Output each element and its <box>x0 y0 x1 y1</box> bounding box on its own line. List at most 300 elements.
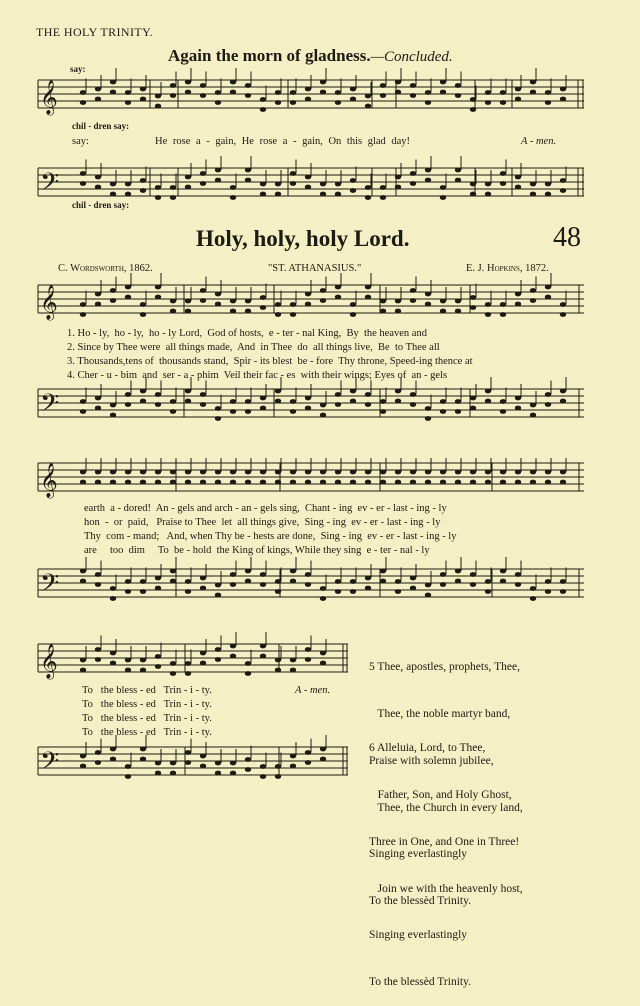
note-head <box>395 579 401 584</box>
note-head <box>380 83 386 88</box>
note-head <box>500 399 506 404</box>
system3-verse2: To the bless - ed Trin - i - ty. <box>82 699 212 710</box>
note-head <box>335 295 341 300</box>
note-head <box>305 406 311 411</box>
note-head <box>320 747 326 752</box>
note-head <box>530 80 536 85</box>
note-head <box>110 470 116 475</box>
hymn-number: 48 <box>553 222 581 253</box>
note-head <box>110 586 116 591</box>
note-head <box>125 764 131 769</box>
note-head <box>515 292 521 297</box>
note-head <box>155 480 161 485</box>
hymn-author: C. Wordsworth, 1862. <box>58 263 153 274</box>
note-head <box>545 285 551 290</box>
note-head <box>470 470 476 475</box>
note-head <box>410 392 416 397</box>
note-head <box>350 589 356 594</box>
note-head <box>185 589 191 594</box>
note-head <box>260 396 266 401</box>
note-head <box>170 309 176 314</box>
note-head <box>170 771 176 776</box>
note-head <box>515 470 521 475</box>
note-head <box>560 579 566 584</box>
note-head <box>425 416 431 421</box>
note-head <box>440 399 446 404</box>
note-head <box>140 87 146 92</box>
note-head <box>335 402 341 407</box>
note-head <box>335 100 341 105</box>
note-head <box>80 409 86 414</box>
hymn-title: Holy, holy, holy Lord. <box>196 226 410 251</box>
note-head <box>545 192 551 197</box>
note-head <box>425 406 431 411</box>
note-head <box>305 97 311 102</box>
system1-verse1: 1. Ho - ly, ho - ly, ho - ly Lord, God of hosts, e - ter - nal King, By the heaven and <box>67 328 427 339</box>
prev-amen: A - men. <box>521 136 557 147</box>
note-head <box>380 399 386 404</box>
note-head <box>560 302 566 307</box>
note-head <box>185 175 191 180</box>
note-head <box>365 94 371 99</box>
note-head <box>545 480 551 485</box>
note-head <box>530 470 536 475</box>
note-head <box>485 470 491 475</box>
note-head <box>350 470 356 475</box>
note-head <box>170 480 176 485</box>
note-head <box>425 292 431 297</box>
note-head <box>155 295 161 300</box>
note-head <box>110 90 116 95</box>
note-head <box>185 399 191 404</box>
note-head <box>395 80 401 85</box>
note-head <box>410 402 416 407</box>
note-head <box>95 175 101 180</box>
note-head <box>95 185 101 190</box>
note-head <box>500 470 506 475</box>
note-head <box>95 647 101 652</box>
note-head <box>110 651 116 656</box>
note-head <box>140 747 146 752</box>
note-head <box>200 402 206 407</box>
note-head <box>455 178 461 183</box>
note-head <box>365 185 371 190</box>
note-head <box>140 178 146 183</box>
note-head <box>365 104 371 109</box>
note-head <box>500 409 506 414</box>
note-head <box>290 312 296 317</box>
note-head <box>170 399 176 404</box>
note-head <box>125 579 131 584</box>
note-head <box>185 80 191 85</box>
note-head <box>350 178 356 183</box>
note-head <box>515 185 521 190</box>
note-head <box>140 480 146 485</box>
note-head <box>95 480 101 485</box>
note-head <box>515 302 521 307</box>
note-head <box>215 406 221 411</box>
note-head <box>170 299 176 304</box>
note-head <box>245 470 251 475</box>
note-head <box>305 657 311 662</box>
note-head <box>320 596 326 601</box>
note-head <box>560 188 566 193</box>
note-head <box>125 480 131 485</box>
note-head <box>245 757 251 762</box>
note-head <box>350 87 356 92</box>
note-head <box>455 299 461 304</box>
note-head <box>485 399 491 404</box>
note-head <box>125 285 131 290</box>
note-head <box>185 750 191 755</box>
note-head <box>80 100 86 105</box>
note-head <box>80 399 86 404</box>
note-head <box>230 309 236 314</box>
note-head <box>485 90 491 95</box>
note-head <box>200 764 206 769</box>
note-head <box>530 182 536 187</box>
note-head <box>290 399 296 404</box>
note-head <box>425 90 431 95</box>
note-head <box>125 658 131 663</box>
note-head <box>425 583 431 588</box>
note-head <box>140 757 146 762</box>
note-head <box>440 470 446 475</box>
note-head <box>125 295 131 300</box>
note-head <box>200 93 206 98</box>
note-head <box>200 181 206 186</box>
note-head <box>230 299 236 304</box>
note-head <box>215 168 221 173</box>
note-head <box>260 192 266 197</box>
note-head <box>440 572 446 577</box>
note-head <box>365 402 371 407</box>
amen-label: A - men. <box>295 685 331 696</box>
note-head <box>200 754 206 759</box>
note-head <box>560 87 566 92</box>
note-head <box>215 761 221 766</box>
note-head <box>215 292 221 297</box>
note-head <box>320 288 326 293</box>
note-head <box>260 182 266 187</box>
note-head <box>410 288 416 293</box>
note-head <box>380 480 386 485</box>
note-head <box>290 668 296 673</box>
note-head <box>350 97 356 102</box>
note-head <box>515 480 521 485</box>
note-head <box>425 100 431 105</box>
note-head <box>380 299 386 304</box>
note-head <box>125 192 131 197</box>
note-head <box>485 100 491 105</box>
note-head <box>485 589 491 594</box>
note-head <box>290 100 296 105</box>
note-head <box>320 586 326 591</box>
note-head <box>260 644 266 649</box>
note-head <box>485 182 491 187</box>
note-head <box>170 569 176 574</box>
note-head <box>335 579 341 584</box>
note-head <box>140 302 146 307</box>
note-head <box>155 392 161 397</box>
note-head <box>365 295 371 300</box>
note-head <box>80 658 86 663</box>
note-head <box>80 470 86 475</box>
note-head <box>320 651 326 656</box>
note-head <box>185 309 191 314</box>
note-head <box>185 480 191 485</box>
note-head <box>380 409 386 414</box>
note-head <box>215 302 221 307</box>
note-head <box>170 83 176 88</box>
note-head <box>170 671 176 676</box>
note-head <box>275 470 281 475</box>
note-head <box>380 579 386 584</box>
note-head <box>350 389 356 394</box>
note-head <box>335 192 341 197</box>
note-head <box>395 185 401 190</box>
note-head <box>455 470 461 475</box>
note-head <box>305 87 311 92</box>
note-head <box>260 97 266 102</box>
note-head <box>515 175 521 180</box>
note-head <box>320 470 326 475</box>
note-head <box>335 589 341 594</box>
note-head <box>95 87 101 92</box>
note-head <box>260 295 266 300</box>
note-head <box>125 182 131 187</box>
note-head <box>170 93 176 98</box>
note-head <box>305 480 311 485</box>
note-head <box>305 647 311 652</box>
note-head <box>395 480 401 485</box>
note-head <box>110 288 116 293</box>
note-head <box>215 657 221 662</box>
note-head <box>305 582 311 587</box>
note-head <box>455 579 461 584</box>
note-head <box>290 90 296 95</box>
note-head <box>260 305 266 310</box>
note-head <box>410 181 416 186</box>
note-head <box>155 185 161 190</box>
note-head <box>245 569 251 574</box>
note-head <box>560 589 566 594</box>
page-header: THE HOLY TRINITY. <box>36 25 154 39</box>
note-head <box>290 171 296 176</box>
note-head <box>80 579 86 584</box>
note-head <box>320 403 326 408</box>
note-head <box>200 288 206 293</box>
note-head <box>140 399 146 404</box>
note-head <box>95 292 101 297</box>
note-head <box>95 470 101 475</box>
note-head <box>170 470 176 475</box>
note-head <box>155 402 161 407</box>
note-head <box>125 402 131 407</box>
note-head <box>380 309 386 314</box>
note-head <box>350 399 356 404</box>
note-head <box>305 572 311 577</box>
note-head <box>185 389 191 394</box>
note-head <box>95 760 101 765</box>
note-head <box>320 80 326 85</box>
note-head <box>380 195 386 200</box>
note-head <box>305 185 311 190</box>
prev-mid-label: say: <box>72 136 89 147</box>
note-head <box>290 569 296 574</box>
note-head <box>170 185 176 190</box>
note-head <box>500 312 506 317</box>
note-head <box>290 658 296 663</box>
note-head <box>560 399 566 404</box>
note-head <box>290 754 296 759</box>
note-head <box>320 192 326 197</box>
note-head <box>275 100 281 105</box>
note-head <box>365 576 371 581</box>
note-head <box>245 299 251 304</box>
note-head <box>455 83 461 88</box>
note-head <box>305 750 311 755</box>
note-head <box>470 572 476 577</box>
note-head <box>125 392 131 397</box>
prev-lyrics: He rose a - gain, He rose a - gain, On this glad day! <box>155 136 411 147</box>
note-head <box>560 312 566 317</box>
note-head <box>230 761 236 766</box>
note-head <box>545 579 551 584</box>
note-head <box>170 195 176 200</box>
note-head <box>530 596 536 601</box>
note-head <box>95 97 101 102</box>
note-head <box>260 764 266 769</box>
note-head <box>545 182 551 187</box>
note-head <box>245 93 251 98</box>
note-head <box>95 572 101 577</box>
note-head <box>170 579 176 584</box>
system1-verse3: 3. Thousands,tens of thousands stand, Spir - its blest be - fore Thy throne, Speed-ing thence at <box>67 356 473 367</box>
note-head <box>200 480 206 485</box>
bass-clef-icon: 𝄢 <box>40 569 60 604</box>
note-head <box>80 569 86 574</box>
note-head <box>470 396 476 401</box>
note-head <box>275 774 281 779</box>
note-head <box>305 292 311 297</box>
note-head <box>545 295 551 300</box>
note-head <box>230 185 236 190</box>
note-head <box>245 168 251 173</box>
note-head <box>110 480 116 485</box>
note-head <box>365 392 371 397</box>
note-head <box>560 389 566 394</box>
prev-treble-label: chil - dren say: <box>72 121 130 131</box>
note-head <box>200 470 206 475</box>
system2-verse1: earth a - dored! An - gels and arch - an - gels sing, Chant - ing ev - er - last - ing - ly <box>84 503 447 514</box>
note-head <box>515 97 521 102</box>
note-head <box>560 480 566 485</box>
system3-verse3: To the bless - ed Trin - i - ty. <box>82 713 212 724</box>
note-head <box>80 181 86 186</box>
note-head <box>275 192 281 197</box>
note-head <box>410 576 416 581</box>
note-head <box>545 100 551 105</box>
note-head <box>200 586 206 591</box>
note-head <box>500 480 506 485</box>
note-head <box>125 100 131 105</box>
note-head <box>455 569 461 574</box>
note-head <box>215 90 221 95</box>
note-head <box>425 470 431 475</box>
note-head <box>155 94 161 99</box>
system3-verse4: To the bless - ed Trin - i - ty. <box>82 727 212 738</box>
note-head <box>335 182 341 187</box>
hymn-tune: "ST. ATHANASIUS." <box>268 263 362 274</box>
note-head <box>215 771 221 776</box>
note-head <box>275 480 281 485</box>
note-head <box>500 100 506 105</box>
note-head <box>395 299 401 304</box>
note-head <box>170 409 176 414</box>
note-head <box>80 480 86 485</box>
prev-top-label: say: <box>70 64 86 74</box>
note-head <box>80 764 86 769</box>
note-head <box>95 582 101 587</box>
note-head <box>185 661 191 666</box>
treble-clef-icon: 𝄞 <box>40 644 58 679</box>
note-head <box>440 299 446 304</box>
bass-clef-icon: 𝄢 <box>40 747 60 782</box>
note-head <box>455 409 461 414</box>
note-head <box>245 671 251 676</box>
note-head <box>230 771 236 776</box>
note-head <box>455 399 461 404</box>
note-head <box>560 178 566 183</box>
note-head <box>440 185 446 190</box>
hymn-composer: E. J. Hopkins, 1872. <box>466 263 549 274</box>
note-head <box>260 480 266 485</box>
note-head <box>455 93 461 98</box>
note-head <box>245 309 251 314</box>
note-head <box>425 302 431 307</box>
note-head <box>275 90 281 95</box>
note-head <box>80 754 86 759</box>
note-head <box>545 392 551 397</box>
note-head <box>140 312 146 317</box>
note-head <box>95 657 101 662</box>
note-head <box>230 572 236 577</box>
note-head <box>380 569 386 574</box>
note-head <box>125 470 131 475</box>
note-head <box>305 175 311 180</box>
verse-6: 6 Alleluia, Lord, to Thee, Father, Son, and Holy Ghost, Three in One, and One in Three! Join we with the heavenly host, Singing everlastingly To the blessèd Trinity. <box>369 742 523 989</box>
note-head <box>290 409 296 414</box>
note-head <box>125 668 131 673</box>
note-head <box>485 389 491 394</box>
note-head <box>275 764 281 769</box>
note-head <box>110 403 116 408</box>
note-head <box>185 299 191 304</box>
note-head <box>110 182 116 187</box>
note-head <box>320 480 326 485</box>
note-head <box>155 195 161 200</box>
note-head <box>365 480 371 485</box>
note-head <box>410 83 416 88</box>
system2-verse4: are too dim To be - hold the King of kings, While they sing e - ter - nal - ly <box>84 545 430 556</box>
note-head <box>155 586 161 591</box>
note-head <box>125 774 131 779</box>
note-head <box>500 171 506 176</box>
note-head <box>275 302 281 307</box>
note-head <box>275 389 281 394</box>
note-head <box>185 579 191 584</box>
